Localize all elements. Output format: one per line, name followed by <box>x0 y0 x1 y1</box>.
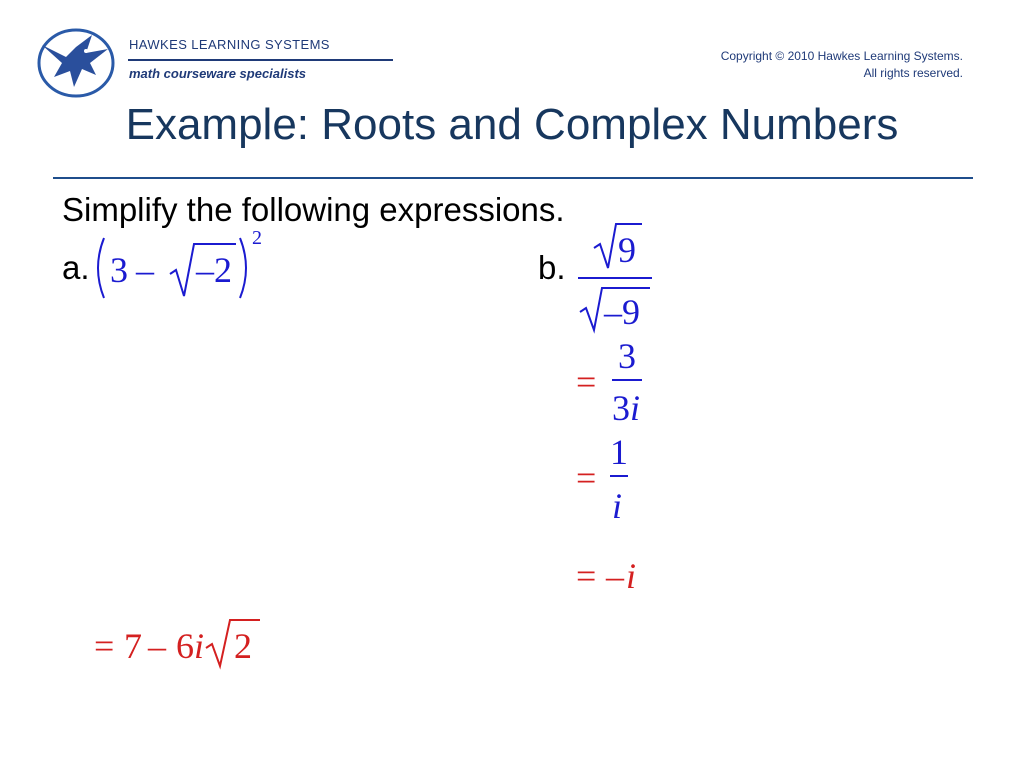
step4-equals: = <box>576 556 597 596</box>
copyright-line2: All rights reserved. <box>863 66 963 80</box>
prompt-text: Simplify the following expressions. <box>62 191 565 228</box>
step3-numerator: 1 <box>610 432 628 472</box>
step2-numerator: 3 <box>618 336 636 376</box>
step2-equals: = <box>576 362 597 402</box>
title-divider <box>53 177 973 179</box>
step1-denominator: –9 <box>604 292 640 332</box>
part-b-step3 <box>572 432 662 528</box>
brand-name: HAWKES LEARNING SYSTEMS <box>129 37 330 52</box>
part-b-step1 <box>572 218 662 336</box>
result-minus: – <box>148 626 166 666</box>
result-coef: 6 <box>176 626 194 666</box>
step4-i: i <box>626 556 637 596</box>
step4-minus: – <box>606 556 624 596</box>
brand-tagline: math courseware specialists <box>129 66 307 81</box>
result-radicand: 2 <box>234 626 252 666</box>
part-a-result <box>92 612 282 672</box>
result-equals: = <box>94 626 115 666</box>
step3-equals: = <box>576 458 597 498</box>
part-b-step4 <box>572 552 662 602</box>
step2-den-coef: 3 <box>612 388 630 428</box>
step3-denominator: i <box>612 486 623 526</box>
part-a-label: a. <box>62 249 90 286</box>
part-a-minus: – <box>136 250 154 290</box>
part-b-step2 <box>572 336 662 432</box>
result-seven: 7 <box>124 626 142 666</box>
step2-den-i: i <box>630 388 641 428</box>
step1-numerator: 9 <box>618 230 636 270</box>
part-a-expression <box>90 226 280 306</box>
slide-title: Example: Roots and Complex Numbers <box>125 100 899 149</box>
result-i: i <box>194 626 205 666</box>
part-a-exponent: 2 <box>252 227 262 249</box>
part-b-label: b. <box>538 249 566 286</box>
brand-divider <box>128 59 393 61</box>
part-a-radicand: –2 <box>196 250 232 290</box>
hawk-logo-icon <box>36 27 116 99</box>
copyright-line1: Copyright © 2010 Hawkes Learning Systems. <box>720 49 963 63</box>
part-a-whole: 3 <box>110 250 128 290</box>
